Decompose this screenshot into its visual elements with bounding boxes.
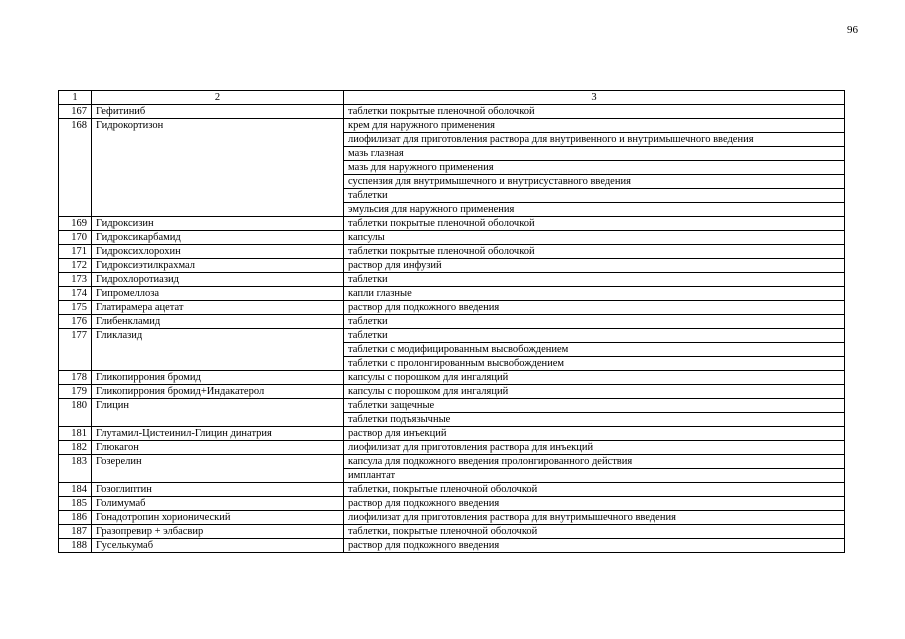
row-number: 174 <box>59 287 92 301</box>
drug-name: Глюкагон <box>92 441 344 455</box>
dosage-form: таблетки <box>344 315 845 329</box>
drug-name: Гидрохлоротиазид <box>92 273 344 287</box>
table-row <box>59 525 845 539</box>
row-number: 177 <box>59 329 92 371</box>
dosage-form: раствор для подкожного введения <box>344 497 845 511</box>
dosage-form: раствор для инъекций <box>344 427 845 441</box>
table-row <box>59 483 845 497</box>
drug-name: Гликопиррония бромид+Индакатерол <box>92 385 344 399</box>
dosage-form: таблетки покрытые пленочной оболочкой <box>344 245 845 259</box>
dosage-form: раствор для инфузий <box>344 259 845 273</box>
row-number: 182 <box>59 441 92 455</box>
dosage-form: мазь глазная <box>344 147 845 161</box>
drug-name: Глатирамера ацетат <box>92 301 344 315</box>
dosage-form: эмульсия для наружного применения <box>344 203 845 217</box>
table-header-row <box>59 91 845 105</box>
row-number: 184 <box>59 483 92 497</box>
dosage-form: таблетки подъязычные <box>344 413 845 427</box>
row-number: 168 <box>59 119 92 217</box>
table-row <box>59 105 845 119</box>
row-number: 186 <box>59 511 92 525</box>
table-row <box>59 119 845 133</box>
table-row <box>59 399 845 413</box>
drug-name: Гефитиниб <box>92 105 344 119</box>
dosage-form: таблетки <box>344 329 845 343</box>
table-row <box>59 301 845 315</box>
row-number: 175 <box>59 301 92 315</box>
header-col-3: 3 <box>344 91 845 105</box>
row-number: 178 <box>59 371 92 385</box>
table-row <box>59 497 845 511</box>
dosage-form: раствор для подкожного введения <box>344 539 845 553</box>
table-row <box>59 511 845 525</box>
dosage-form: таблетки <box>344 273 845 287</box>
drug-name: Глибенкламид <box>92 315 344 329</box>
header-col-2: 2 <box>92 91 344 105</box>
dosage-form: таблетки защечные <box>344 399 845 413</box>
dosage-form: таблетки покрытые пленочной оболочкой <box>344 217 845 231</box>
drug-name: Глутамил-Цистеинил-Глицин динатрия <box>92 427 344 441</box>
drug-name: Гидроксихлорохин <box>92 245 344 259</box>
dosage-form: таблетки, покрытые пленочной оболочкой <box>344 483 845 497</box>
dosage-form: лиофилизат для приготовления раствора для инъекций <box>344 441 845 455</box>
drug-name: Гидроксиэтилкрахмал <box>92 259 344 273</box>
drug-name: Гликопиррония бромид <box>92 371 344 385</box>
table-row <box>59 245 845 259</box>
dosage-form: капсулы с порошком для ингаляций <box>344 371 845 385</box>
dosage-form: капсула для подкожного введения пролонгированного действия <box>344 455 845 469</box>
dosage-form: суспензия для внутримышечного и внутрисуставного введения <box>344 175 845 189</box>
dosage-form: имплантат <box>344 469 845 483</box>
row-number: 173 <box>59 273 92 287</box>
table-row <box>59 231 845 245</box>
dosage-form: капли глазные <box>344 287 845 301</box>
table-row <box>59 441 845 455</box>
row-number: 185 <box>59 497 92 511</box>
row-number: 171 <box>59 245 92 259</box>
row-number: 183 <box>59 455 92 483</box>
header-col-1: 1 <box>59 91 92 105</box>
dosage-form: таблетки, покрытые пленочной оболочкой <box>344 525 845 539</box>
dosage-form: крем для наружного применения <box>344 119 845 133</box>
drug-name: Гозерелин <box>92 455 344 483</box>
drug-name: Гликлазид <box>92 329 344 371</box>
row-number: 169 <box>59 217 92 231</box>
table-row <box>59 371 845 385</box>
row-number: 179 <box>59 385 92 399</box>
row-number: 180 <box>59 399 92 427</box>
row-number: 172 <box>59 259 92 273</box>
drug-name: Голимумаб <box>92 497 344 511</box>
dosage-form: капсулы <box>344 231 845 245</box>
table-row <box>59 315 845 329</box>
row-number: 188 <box>59 539 92 553</box>
dosage-form: таблетки с модифицированным высвобождением <box>344 343 845 357</box>
dosage-form: лиофилизат для приготовления раствора для внутримышечного введения <box>344 511 845 525</box>
drug-name: Гипромеллоза <box>92 287 344 301</box>
row-number: 181 <box>59 427 92 441</box>
table-row <box>59 287 845 301</box>
drug-table <box>58 90 845 553</box>
drug-name: Гидроксикарбамид <box>92 231 344 245</box>
row-number: 170 <box>59 231 92 245</box>
dosage-form: мазь для наружного применения <box>344 161 845 175</box>
row-number: 187 <box>59 525 92 539</box>
page-number: 96 <box>847 24 858 36</box>
dosage-form: таблетки покрытые пленочной оболочкой <box>344 105 845 119</box>
drug-name: Гидроксизин <box>92 217 344 231</box>
table-row <box>59 273 845 287</box>
drug-name: Гуселькумаб <box>92 539 344 553</box>
table-row <box>59 385 845 399</box>
drug-name: Гидрокортизон <box>92 119 344 217</box>
drug-name: Гразопревир + элбасвир <box>92 525 344 539</box>
row-number: 167 <box>59 105 92 119</box>
table-row <box>59 455 845 469</box>
dosage-form: раствор для подкожного введения <box>344 301 845 315</box>
row-number: 176 <box>59 315 92 329</box>
table-row <box>59 329 845 343</box>
dosage-form: таблетки <box>344 189 845 203</box>
table-row <box>59 539 845 553</box>
table-row <box>59 427 845 441</box>
table-row <box>59 217 845 231</box>
drug-name: Глицин <box>92 399 344 427</box>
drug-name: Гозоглиптин <box>92 483 344 497</box>
drug-name: Гонадотропин хорионический <box>92 511 344 525</box>
dosage-form: лиофилизат для приготовления раствора для внутривенного и внутримышечного введения <box>344 133 845 147</box>
dosage-form: капсулы с порошком для ингаляций <box>344 385 845 399</box>
table-row <box>59 259 845 273</box>
dosage-form: таблетки с пролонгированным высвобождением <box>344 357 845 371</box>
